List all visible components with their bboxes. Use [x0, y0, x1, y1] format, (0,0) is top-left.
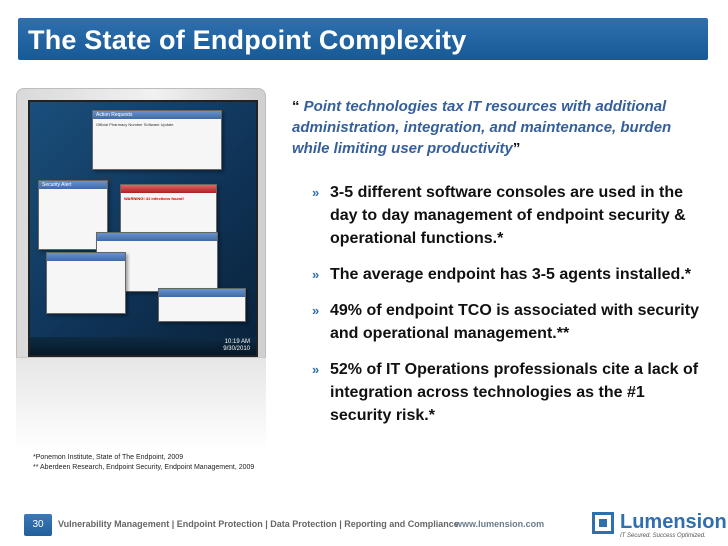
- bullet-list: [312, 181, 702, 440]
- list-window: [46, 252, 126, 314]
- clock-date: 9/30/2010: [223, 346, 250, 352]
- title-bar: [18, 18, 708, 60]
- clock-time: 10:19 AM: [224, 339, 250, 345]
- bullet-text: 49% of endpoint TCO is associated with security and operational management.**: [330, 302, 699, 342]
- lumension-logo: [592, 511, 727, 541]
- footer-url[interactable]: www.lumension.com: [455, 519, 545, 529]
- warning-window: [120, 184, 217, 234]
- window-title: Action Requests: [93, 111, 221, 119]
- notification-window-titlebar: [159, 289, 245, 297]
- laptop-base: [16, 357, 266, 451]
- quote-block: [292, 96, 712, 159]
- quote-text: Point technologies tax IT resources with additional administration, integration, and maintenance, burden while limiting user productivity: [292, 98, 672, 157]
- bullet-item: [312, 358, 702, 427]
- chevron-right-icon: »: [312, 185, 320, 200]
- logo-mark-icon: [592, 512, 614, 534]
- warning-text: WARNING! 41 infections found!: [124, 196, 184, 201]
- taskbar: [30, 337, 256, 355]
- footnote: *Ponemon Institute, State of The Endpoint, 2009: [33, 454, 184, 461]
- footer: [0, 498, 728, 546]
- action-requests-window: [92, 110, 222, 170]
- chevron-right-icon: »: [312, 267, 320, 282]
- bullet-item: [312, 181, 702, 250]
- page-title: The State of Endpoint Complexity: [28, 25, 467, 55]
- laptop-screen: [28, 100, 258, 357]
- bullet-text: 52% of IT Operations professionals cite a lack of integration across technologies as the #1 security risk.*: [330, 361, 699, 424]
- footer-tagline: Vulnerability Management | Endpoint Protection | Data Protection | Reporting and Compliance: [58, 519, 459, 529]
- notification-window: [158, 288, 246, 322]
- bullet-text: 3-5 different software consoles are used in the day to day management of endpoint security & operational functions.*: [330, 184, 686, 247]
- logo-name: Lumension: [620, 511, 727, 533]
- list-window-titlebar: [47, 253, 125, 261]
- page-number: 30: [24, 514, 52, 536]
- warning-window-titlebar: [121, 185, 216, 193]
- quote-close-mark: ”: [512, 140, 521, 157]
- chevron-right-icon: »: [312, 303, 320, 318]
- window-text: Official Pharmacy Number Software Update: [96, 122, 174, 127]
- bullet-item: [312, 263, 702, 286]
- logo-tagline: IT Secured. Success Optimized.: [620, 533, 706, 539]
- footnote: ** Aberdeen Research, Endpoint Security, Endpoint Management, 2009: [33, 464, 255, 471]
- footnotes: [33, 453, 254, 473]
- chevron-right-icon: »: [312, 362, 320, 377]
- taskbar-clock: [223, 339, 250, 353]
- quote-open-mark: “: [292, 98, 300, 115]
- bullet-item: [312, 299, 702, 345]
- bullet-text: The average endpoint has 3-5 agents installed.*: [330, 266, 691, 283]
- laptop-illustration: [16, 88, 266, 450]
- info-window-titlebar: [97, 233, 217, 241]
- alert-title: Security Alert: [39, 181, 107, 189]
